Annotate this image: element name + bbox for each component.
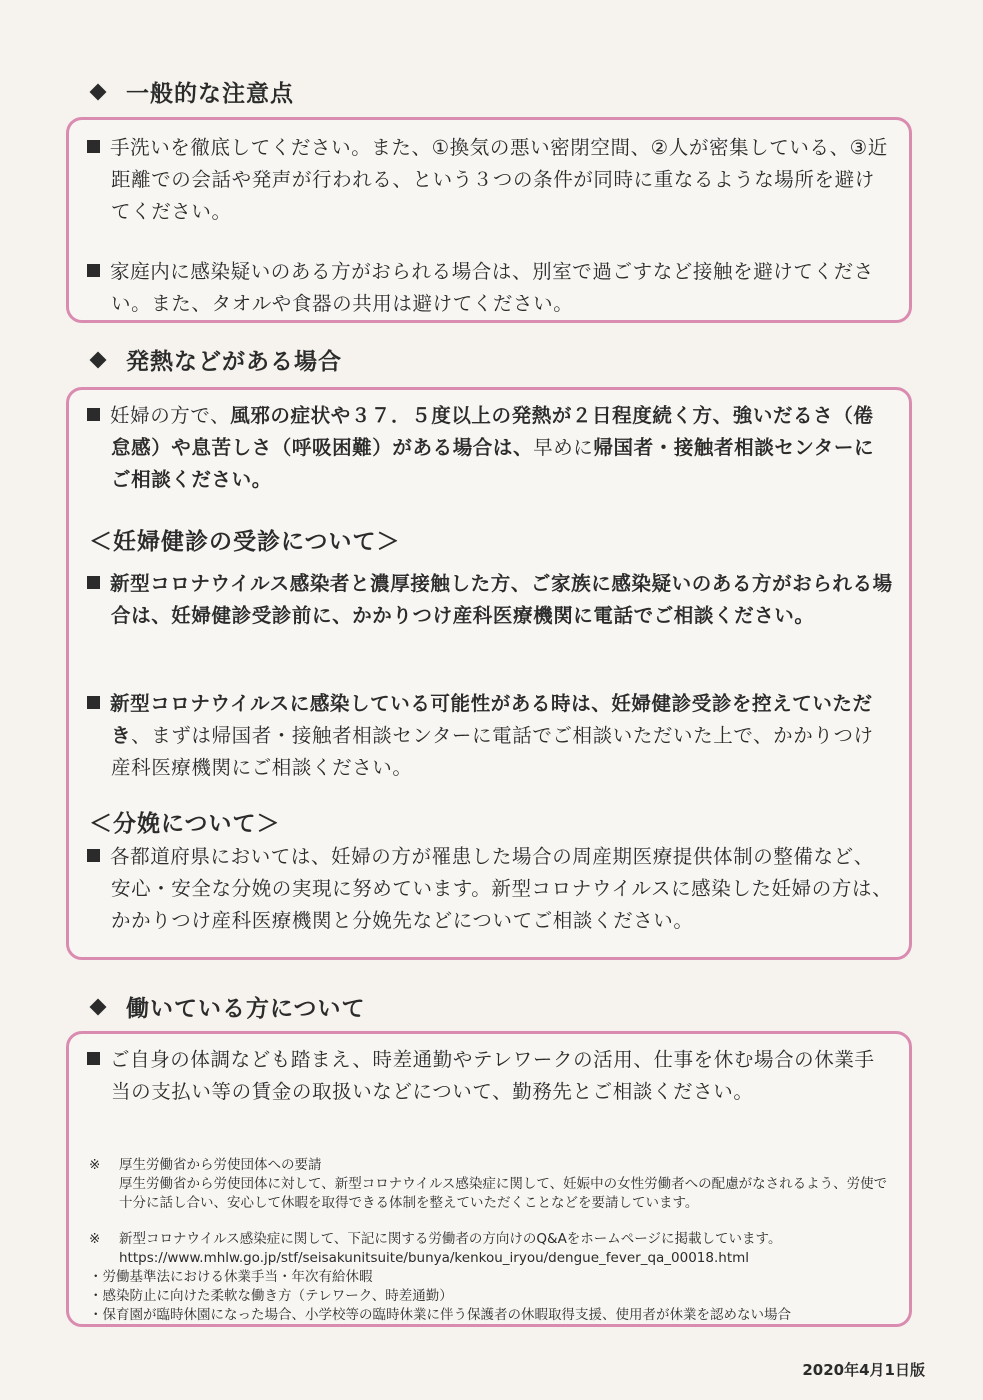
square-bullet-icon bbox=[87, 1052, 100, 1065]
list-item: ・感染防止に向けた柔軟な働き方（テレワーク、時差通勤） bbox=[89, 1288, 453, 1304]
subheading-prenatal-checkup: ＜妊婦健診の受診について＞ bbox=[89, 529, 401, 555]
section-heading-text: 一般的な注意点 bbox=[126, 81, 294, 107]
diamond-bullet-icon bbox=[90, 351, 107, 368]
general-precautions-box bbox=[66, 117, 912, 323]
list-item: ・労働基準法における休業手当・年次有給休暇 bbox=[89, 1269, 373, 1285]
qa-url-link[interactable]: https://www.mhlw.go.jp/stf/seisakunitsuite/bunya/kenkou_iryou/dengue_fever_qa_00018.html bbox=[119, 1250, 750, 1266]
diamond-bullet-icon bbox=[90, 998, 107, 1015]
section-heading-text: 働いている方について bbox=[126, 996, 366, 1022]
note-labor-request: ※ 厚生労働省から労使団体への要請 厚生労働省から労使団体に対して、新型コロナウイルス感染症に関して、妊娠中の女性労働者への配慮がなされるよう、労使で十分に話し合い、安心して休暇を取得できる体制を整えていただくことなどを要請しています。 bbox=[89, 1156, 895, 1213]
subheading-delivery: ＜分娩について＞ bbox=[89, 811, 281, 837]
square-bullet-icon bbox=[87, 849, 100, 862]
paragraph-delivery-system: 各都道府県においては、妊婦の方が罹患した場合の周産期医療提供体制の整備など、安心・安全な分娩の実現に努めています。新型コロナウイルスに感染した妊婦の方は、かかりつけ産科医療機関と分娩先などについてご相談ください。 bbox=[87, 841, 893, 937]
square-bullet-icon bbox=[87, 576, 100, 589]
note-qa: ※ 新型コロナウイルス感染症に関して、下記に関する労働者の方向けのQ&Aをホームページに掲載しています。 https://www.mhlw.go.jp/stf/seisakunitsuite/bunya/kenkou_iryou/dengue_fever_qa_00018.html ・労働基準法における休業手当・年次有給休暇 ・感染防止に向けた柔軟な働き方（テレワーク、時差通勤） ・保育園が臨時休園になった場合、小学校等の臨時休業に伴う保護者の休暇取得支援、使用者が休業を認めない場合 bbox=[89, 1230, 895, 1325]
section-heading-workers bbox=[88, 990, 366, 1023]
paragraph-household: 家庭内に感染疑いのある方がおられる場合は、別室で過ごすなど接触を避けてください。また、タオルや食器の共用は避けてください。 bbox=[87, 256, 893, 320]
paragraph-close-contact: 新型コロナウイルス感染者と濃厚接触した方、ご家族に感染疑いのある方がおられる場合は、妊婦健診受診前に、かかりつけ産科医療機関に電話でご相談ください。 bbox=[87, 568, 893, 632]
fever-box bbox=[66, 387, 912, 960]
note-title: 厚生労働省から労使団体への要請 bbox=[119, 1157, 322, 1173]
square-bullet-icon bbox=[87, 696, 100, 709]
note-body: 厚生労働省から労使団体に対して、新型コロナウイルス感染症に関して、妊娠中の女性労働者への配慮がなされるよう、労使で十分に話し合い、安心して休暇を取得できる体制を整えていただくことなどを要請しています。 bbox=[119, 1176, 888, 1211]
paragraph-pregnant-symptoms: 妊婦の方で、風邪の症状や３７．５度以上の発熱が２日程度続く方、強いだるさ（倦怠感）や息苦しさ（呼吸困難）がある場合は、早めに帰国者・接触者相談センターにご相談ください。 bbox=[87, 400, 893, 496]
section-heading-general bbox=[88, 75, 294, 108]
diamond-bullet-icon bbox=[90, 83, 107, 100]
paragraph-possible-infection: 新型コロナウイルスに感染している可能性がある時は、妊婦健診受診を控えていただき、まずは帰国者・接触者相談センターに電話でご相談いただいた上で、かかりつけ産科医療機関にご相談ください。 bbox=[87, 688, 893, 784]
list-item: ・保育園が臨時休園になった場合、小学校等の臨時休業に伴う保護者の休暇取得支援、使用者が休業を認めない場合 bbox=[89, 1307, 791, 1323]
paragraph-handwashing: 手洗いを徹底してください。また、①換気の悪い密閉空間、②人が密集している、③近距離での会話や発声が行われる、という３つの条件が同時に重なるような場所を避けてください。 bbox=[87, 132, 893, 228]
workers-box bbox=[66, 1031, 912, 1327]
square-bullet-icon bbox=[87, 408, 100, 421]
note-title: 新型コロナウイルス感染症に関して、下記に関する労働者の方向けのQ&Aをホームページに掲載しています。 bbox=[119, 1231, 782, 1247]
square-bullet-icon bbox=[87, 264, 100, 277]
paragraph-workers: ご自身の体調なども踏まえ、時差通勤やテレワークの活用、仕事を休む場合の休業手当の支払い等の賃金の取扱いなどについて、勤務先とご相談ください。 bbox=[87, 1044, 893, 1108]
edition-date: 2020年4月1日版 bbox=[802, 1361, 925, 1379]
square-bullet-icon bbox=[87, 140, 100, 153]
section-heading-fever bbox=[88, 343, 342, 376]
section-heading-text: 発熱などがある場合 bbox=[126, 349, 342, 375]
